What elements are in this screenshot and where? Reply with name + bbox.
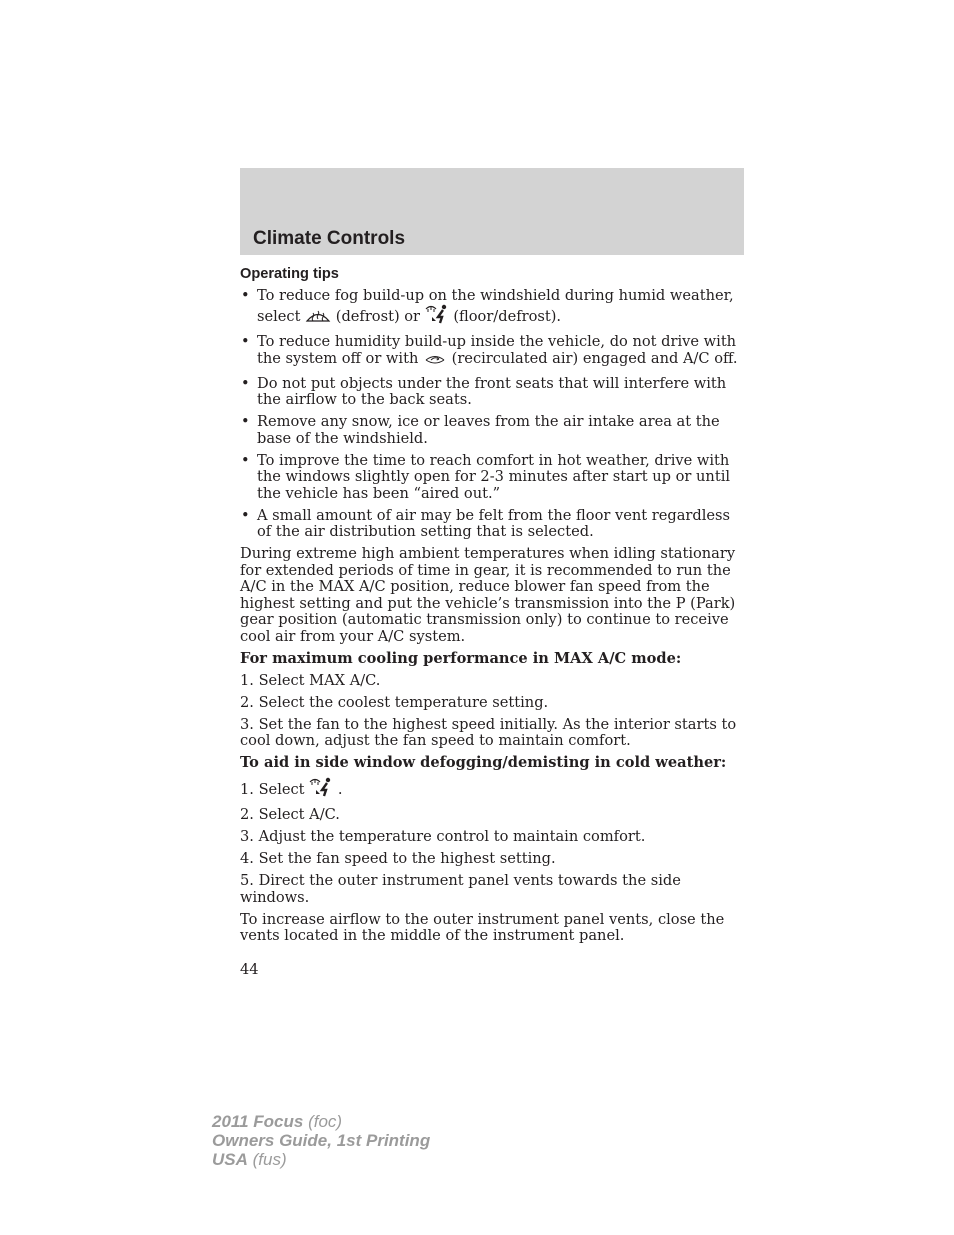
operating-tips-list: [240, 288, 744, 541]
list-item: [240, 288, 744, 329]
footer-market: USA: [212, 1150, 248, 1169]
max-ac-step-1: 1. Select MAX A/C.: [240, 671, 381, 689]
max-ac-step-2: 2. Select the coolest temperature setting.: [240, 693, 549, 711]
footer: [212, 1112, 430, 1169]
defog-step-1-period: .: [337, 781, 343, 798]
recirculated-air-icon: [423, 354, 447, 371]
floor-defrost-icon: [309, 777, 333, 802]
tip-text: To reduce humidity build-up inside the vehicle, do not drive with the system off or with: [257, 333, 737, 367]
footer-market-code: (fus): [252, 1150, 287, 1169]
footer-line-1: [212, 1112, 430, 1131]
tip-text: (recirculated air) engaged and A/C off.: [451, 349, 738, 367]
page-number: 44: [240, 961, 259, 978]
footer-line-2: [212, 1131, 430, 1150]
defrost-icon: [305, 306, 331, 329]
list-item: • A small amount of air may be felt from the floor vent regardless of the air distribution setting that is selected.: [240, 508, 744, 541]
page-content: [240, 266, 744, 950]
max-ac-step-3: 3. Set the fan to the highest speed initially. As the interior starts to cool down, adjust the fan speed to maintain comfort.: [240, 715, 737, 749]
section-title: Climate Controls: [253, 228, 406, 249]
tip-text: (floor/defrost).: [453, 308, 562, 325]
footer-model-code: (foc): [308, 1112, 343, 1131]
defog-step-5: 5. Direct the outer instrument panel vents towards the side windows.: [240, 872, 681, 906]
footer-model: 2011 Focus: [212, 1112, 304, 1131]
list-item: • Do not put objects under the front seats that will interfere with the airflow to the back seats.: [240, 376, 744, 409]
max-ac-heading: For maximum cooling performance in MAX A/C mode:: [240, 649, 682, 667]
defog-step-2: 2. Select A/C.: [240, 806, 340, 823]
defog-step-3: 3. Adjust the temperature control to maintain comfort.: [240, 828, 646, 845]
defog-step-4: 4. Set the fan speed to the highest setting.: [240, 850, 556, 867]
list-item: • To improve the time to reach comfort in hot weather, drive with the windows slightly open for 2-3 minutes after start up or until the vehicle has been “aired out.”: [240, 453, 744, 503]
list-item: • Remove any snow, ice or leaves from the air intake area at the base of the windshield.: [240, 414, 744, 447]
list-item: [240, 334, 744, 370]
defog-step-1-text: 1. Select: [240, 781, 305, 798]
defog-step-1: [240, 777, 744, 802]
ambient-temperature-paragraph: During extreme high ambient temperatures when idling stationary for extended periods of time in gear, it is recommended to run the A/C in the MAX A/C position, reduce blower fan speed from the highest setting and put the vehicle’s transmission into the P (Park) gear position (automatic transmission only) to continue to receive cool air from your A/C system.: [240, 545, 736, 645]
closing-paragraph: To increase airflow to the outer instrument panel vents, close the vents located in the middle of the instrument panel.: [240, 910, 725, 944]
tip-text: To reduce fog build-up on the windshield during humid weather, select: [257, 286, 734, 325]
tip-text: (defrost) or: [335, 308, 421, 325]
defog-heading: To aid in side window defogging/demisting in cold weather:: [240, 754, 727, 771]
operating-tips-heading: Operating tips: [240, 266, 339, 282]
floor-defrost-icon: [425, 304, 449, 329]
footer-guide: Owners Guide, 1st Printing: [212, 1131, 431, 1150]
footer-line-3: [212, 1150, 430, 1169]
